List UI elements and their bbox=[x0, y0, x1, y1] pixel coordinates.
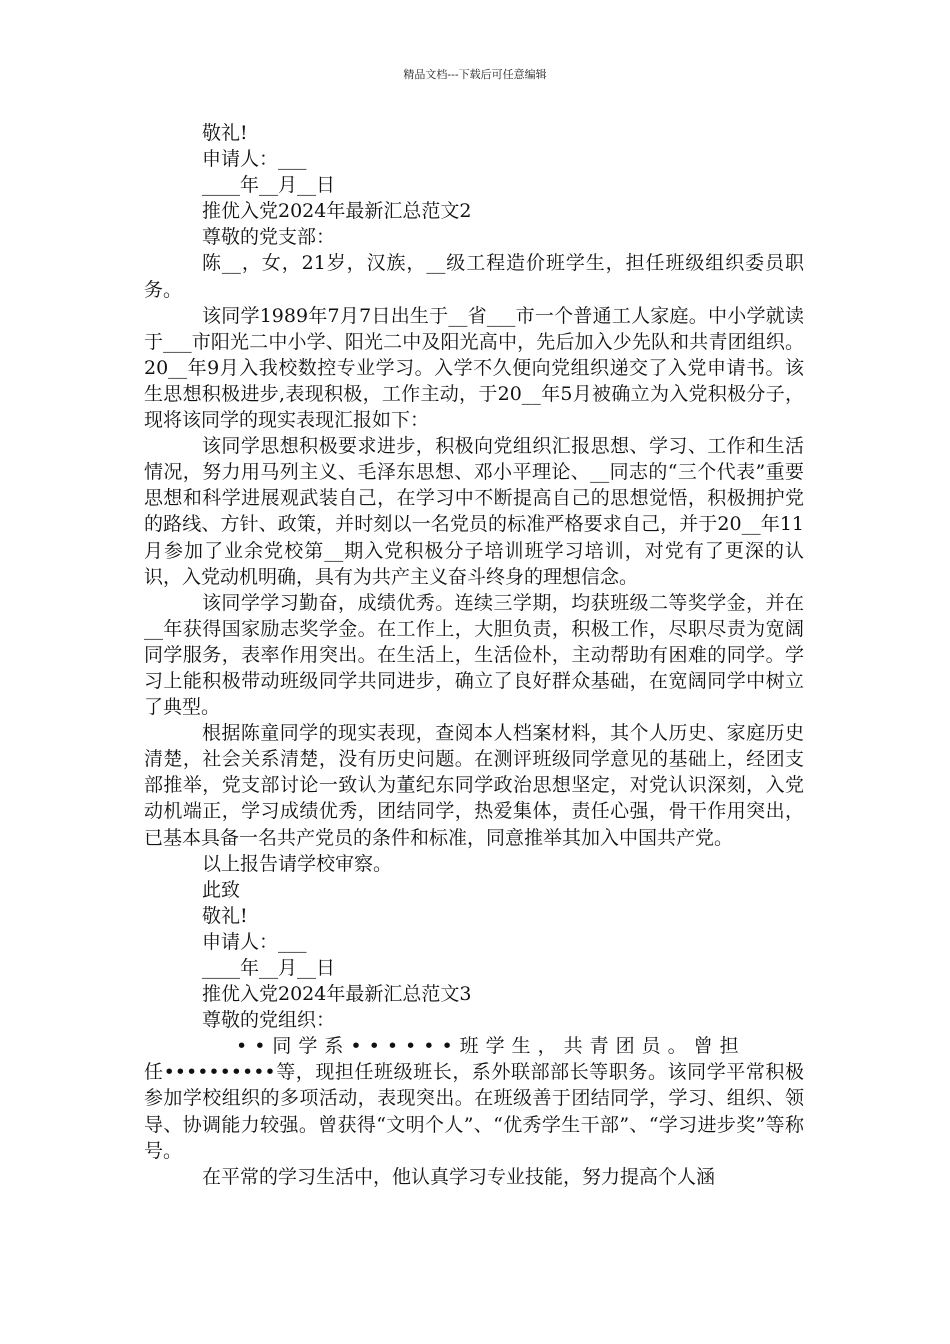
salutation: 尊敬的党支部： bbox=[202, 226, 336, 249]
paragraph: 任••••••••••等，现担任班级班长，系外联部部长等职务。该同学平常积极参加学校组织的多项活动，表现突出。在班级善于团结同学，学习、组织、领导、协调能力较强。曾获得“文明个人”、“优秀学生干部”、“学习进步奖”等称号。 bbox=[144, 1061, 804, 1162]
section-title: 推优入党2024年最新汇总范文3 bbox=[202, 983, 472, 1006]
applicant-line: 申请人：___ bbox=[202, 930, 307, 953]
date-line: ____年__月__日 bbox=[202, 174, 336, 197]
paragraph: 该同学思想积极要求进步，积极向党组织汇报思想、学习、工作和生活情况，努力用马列主义、毛泽东思想、邓小平理论、__同志的“三个代表”重要思想和科学进展观武装自己，在学习中不断提高自己的思想觉悟，积极拥护党的路线、方针、政策，并时刻以一名党员的标准严格要求自己，并于20__年11月参加了业余党校第__期入党积极分子培训班学习培训，对党有了更深的认识，入党动机明确，具有为共产主义奋斗终身的理想信念。 bbox=[144, 435, 804, 588]
date-line: ____年__月__日 bbox=[202, 957, 336, 979]
paragraph: 以上报告请学校审察。 bbox=[202, 852, 393, 875]
paragraph: 该同学1989年7月7日出生于__省___市一个普通工人家庭。中小学就读于___市阳光二中小学、阳光二中及阳光高中，先后加入少先队和共青团组织。20__年9月入我校数控专业学习。入学不久便向党组织递交了入党申请书。该生思想积极进步,表现积极，工作主动，于20__年5月被确立为入党积极分子，现将该同学的现实表现汇报如下： bbox=[144, 304, 804, 432]
applicant-line: 申请人：___ bbox=[202, 148, 307, 171]
paragraph: 该同学学习勤奋，成绩优秀。连续三学期，均获班级二等奖学金，并在__年获得国家励志奖学金。在工作上，大胆负责，积极工作，尽职尽责为宽阔同学服务，表率作用突出。在生活上，生活俭朴，主动帮助有困难的同学。学习上能积极带动班级同学共同进步，确立了良好群众基础，在宽阔同学中树立了典型。 bbox=[144, 591, 804, 719]
paragraph: 根据陈童同学的现实表现，查阅本人档案材料，其个人历史、家庭历史清楚，社会关系清楚，没有历史问题。在测评班级同学意见的基础上，经团支部推举，党支部讨论一致认为董纪东同学政治思想坚定，对党认识深刻，入党动机端正，学习成绩优秀，团结同学，热爱集体，责任心强，骨干作用突出，已基本具备一名共产党员的条件和标准，同意推举其加入中国共产党。 bbox=[144, 722, 804, 849]
paragraph: 在平常的学习生活中，他认真学习专业技能，努力提高个人涵 bbox=[202, 1165, 716, 1188]
paragraph-spaced: ••同学系••••••班学生，共青团员。曾担 bbox=[236, 1035, 746, 1058]
closing-line: 此致 bbox=[202, 878, 241, 901]
section-title: 推优入党2024年最新汇总范文2 bbox=[202, 200, 472, 223]
page-header: 精品文档---下载后可任意编辑 bbox=[403, 68, 547, 81]
document-body bbox=[144, 120, 804, 1190]
paragraph: 陈__，女，21岁，汉族，__级工程造价班学生，担任班级组织委员职务。 bbox=[144, 252, 804, 301]
closing-salute: 敬礼! bbox=[202, 904, 248, 927]
salutation: 尊敬的党组织： bbox=[202, 1009, 336, 1032]
closing-salute: 敬礼! bbox=[202, 122, 248, 144]
